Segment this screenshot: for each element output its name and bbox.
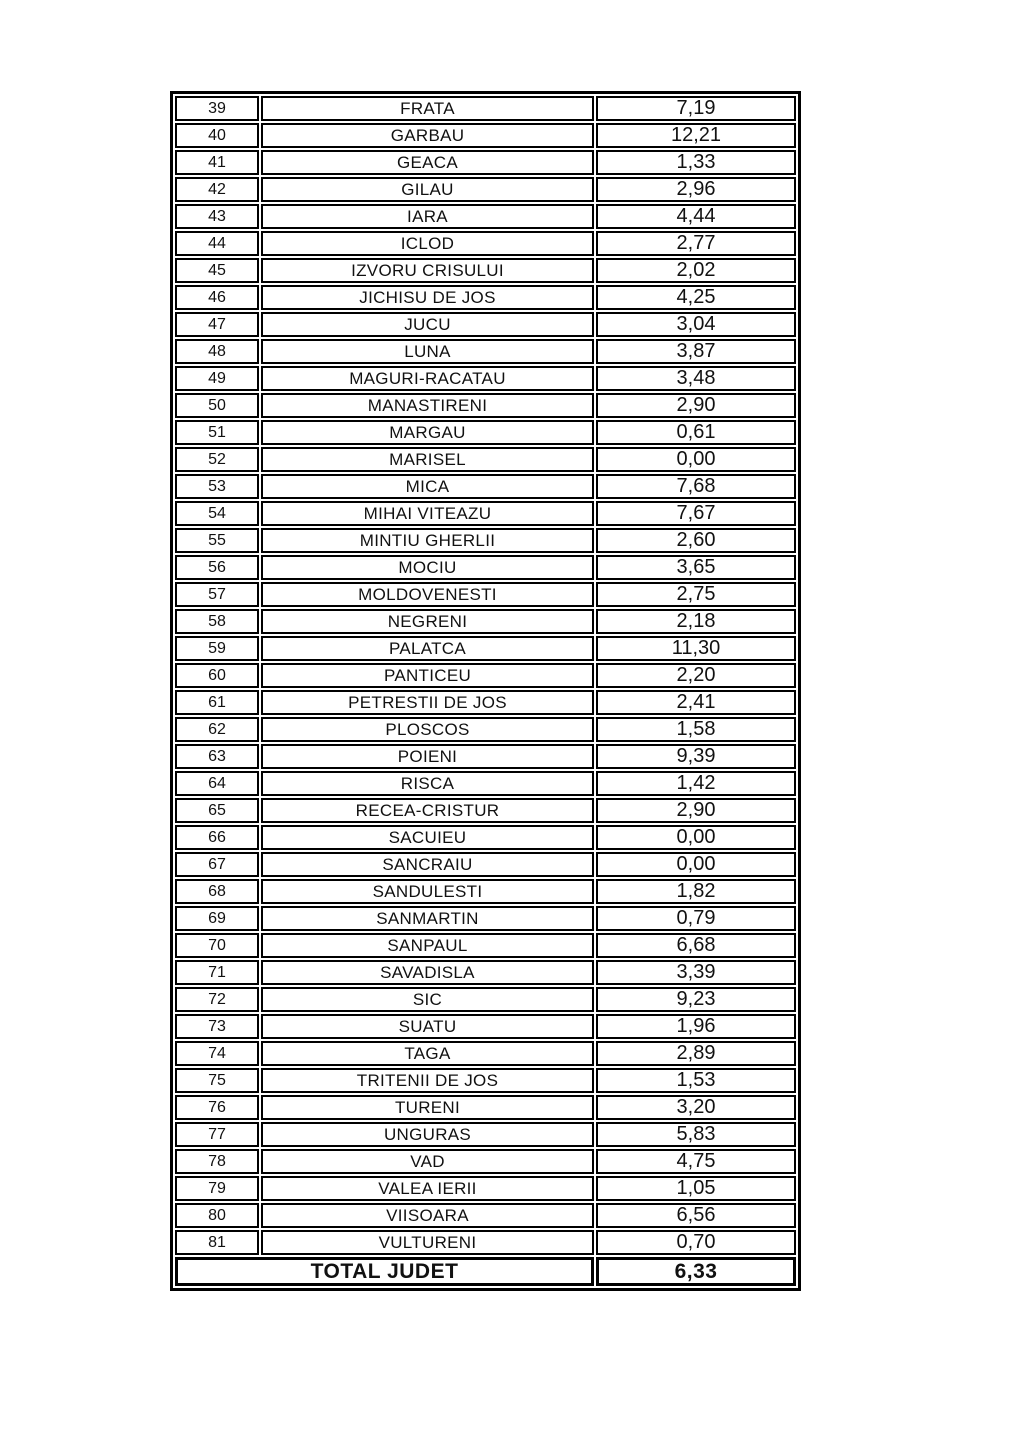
total-value-cell: 6,33 (596, 1257, 796, 1286)
table-body (175, 96, 796, 1286)
table-row (175, 798, 796, 823)
row-number-cell: 69 (175, 906, 259, 931)
table-row (175, 879, 796, 904)
table-row (175, 447, 796, 472)
table-row (175, 933, 796, 958)
locality-name-cell: GILAU (261, 177, 594, 202)
row-number-cell: 79 (175, 1176, 259, 1201)
row-number-cell: 78 (175, 1149, 259, 1174)
locality-name-cell: SANCRAIU (261, 852, 594, 877)
row-number-cell: 71 (175, 960, 259, 985)
row-number-cell: 39 (175, 96, 259, 121)
locality-name-cell: LUNA (261, 339, 594, 364)
row-number-cell: 42 (175, 177, 259, 202)
locality-name-cell: VULTURENI (261, 1230, 594, 1255)
table-row (175, 177, 796, 202)
value-cell: 0,00 (596, 825, 796, 850)
table-row (175, 744, 796, 769)
locality-name-cell: PETRESTII DE JOS (261, 690, 594, 715)
value-cell: 3,39 (596, 960, 796, 985)
table-row (175, 1176, 796, 1201)
table-row (175, 1014, 796, 1039)
value-cell: 0,00 (596, 447, 796, 472)
table-row (175, 987, 796, 1012)
value-cell: 6,68 (596, 933, 796, 958)
value-cell: 2,20 (596, 663, 796, 688)
value-cell: 1,82 (596, 879, 796, 904)
value-cell: 7,67 (596, 501, 796, 526)
value-cell: 1,33 (596, 150, 796, 175)
value-cell: 0,70 (596, 1230, 796, 1255)
row-number-cell: 81 (175, 1230, 259, 1255)
row-number-cell: 68 (175, 879, 259, 904)
value-cell: 2,90 (596, 798, 796, 823)
table-row (175, 771, 796, 796)
value-cell: 3,48 (596, 366, 796, 391)
row-number-cell: 62 (175, 717, 259, 742)
locality-name-cell: MINTIU GHERLII (261, 528, 594, 553)
table-row (175, 150, 796, 175)
table-row (175, 1149, 796, 1174)
row-number-cell: 50 (175, 393, 259, 418)
table-row (175, 312, 796, 337)
value-cell: 2,60 (596, 528, 796, 553)
locality-name-cell: MANASTIRENI (261, 393, 594, 418)
locality-name-cell: SIC (261, 987, 594, 1012)
table-row (175, 96, 796, 121)
value-cell: 2,96 (596, 177, 796, 202)
table-row (175, 285, 796, 310)
row-number-cell: 61 (175, 690, 259, 715)
row-number-cell: 76 (175, 1095, 259, 1120)
value-cell: 5,83 (596, 1122, 796, 1147)
locality-name-cell: RISCA (261, 771, 594, 796)
table-row (175, 420, 796, 445)
value-cell: 7,19 (596, 96, 796, 121)
locality-name-cell: MARISEL (261, 447, 594, 472)
table-row (175, 609, 796, 634)
value-cell: 2,77 (596, 231, 796, 256)
row-number-cell: 56 (175, 555, 259, 580)
value-cell: 12,21 (596, 123, 796, 148)
row-number-cell: 75 (175, 1068, 259, 1093)
locality-name-cell: SACUIEU (261, 825, 594, 850)
row-number-cell: 51 (175, 420, 259, 445)
row-number-cell: 67 (175, 852, 259, 877)
table-row (175, 1041, 796, 1066)
row-number-cell: 45 (175, 258, 259, 283)
table-row (175, 366, 796, 391)
locality-name-cell: VAD (261, 1149, 594, 1174)
table-row (175, 906, 796, 931)
table-row (175, 636, 796, 661)
locality-name-cell: JUCU (261, 312, 594, 337)
row-number-cell: 73 (175, 1014, 259, 1039)
value-cell: 4,44 (596, 204, 796, 229)
locality-name-cell: GARBAU (261, 123, 594, 148)
row-number-cell: 49 (175, 366, 259, 391)
value-cell: 1,53 (596, 1068, 796, 1093)
value-cell: 1,05 (596, 1176, 796, 1201)
locality-name-cell: IZVORU CRISULUI (261, 258, 594, 283)
table-row (175, 501, 796, 526)
table-row (175, 960, 796, 985)
locality-name-cell: VIISOARA (261, 1203, 594, 1228)
row-number-cell: 59 (175, 636, 259, 661)
table-row (175, 123, 796, 148)
row-number-cell: 53 (175, 474, 259, 499)
value-cell: 2,89 (596, 1041, 796, 1066)
table-row (175, 1203, 796, 1228)
table-row (175, 393, 796, 418)
value-cell: 2,02 (596, 258, 796, 283)
locality-name-cell: MIHAI VITEAZU (261, 501, 594, 526)
value-cell: 1,58 (596, 717, 796, 742)
value-cell: 1,96 (596, 1014, 796, 1039)
value-cell: 0,00 (596, 852, 796, 877)
row-number-cell: 52 (175, 447, 259, 472)
locality-name-cell: SANMARTIN (261, 906, 594, 931)
row-number-cell: 46 (175, 285, 259, 310)
row-number-cell: 70 (175, 933, 259, 958)
value-cell: 9,39 (596, 744, 796, 769)
value-cell: 11,30 (596, 636, 796, 661)
locality-name-cell: POIENI (261, 744, 594, 769)
table-row (175, 474, 796, 499)
locality-name-cell: PALATCA (261, 636, 594, 661)
locality-name-cell: GEACA (261, 150, 594, 175)
table-row (175, 555, 796, 580)
value-cell: 0,79 (596, 906, 796, 931)
table-row (175, 1095, 796, 1120)
row-number-cell: 66 (175, 825, 259, 850)
locality-name-cell: MOCIU (261, 555, 594, 580)
table-row (175, 663, 796, 688)
value-cell: 1,42 (596, 771, 796, 796)
total-row (175, 1257, 796, 1286)
table-row (175, 528, 796, 553)
locality-name-cell: SANPAUL (261, 933, 594, 958)
value-cell: 2,75 (596, 582, 796, 607)
locality-name-cell: UNGURAS (261, 1122, 594, 1147)
locality-name-cell: MOLDOVENESTI (261, 582, 594, 607)
table-row (175, 1068, 796, 1093)
value-cell: 4,75 (596, 1149, 796, 1174)
row-number-cell: 77 (175, 1122, 259, 1147)
row-number-cell: 58 (175, 609, 259, 634)
row-number-cell: 54 (175, 501, 259, 526)
row-number-cell: 74 (175, 1041, 259, 1066)
value-cell: 3,20 (596, 1095, 796, 1120)
value-cell: 6,56 (596, 1203, 796, 1228)
table-row (175, 231, 796, 256)
table-row (175, 204, 796, 229)
value-cell: 3,04 (596, 312, 796, 337)
table-row (175, 717, 796, 742)
locality-name-cell: ICLOD (261, 231, 594, 256)
row-number-cell: 41 (175, 150, 259, 175)
table-row (175, 582, 796, 607)
row-number-cell: 63 (175, 744, 259, 769)
locality-name-cell: SAVADISLA (261, 960, 594, 985)
row-number-cell: 72 (175, 987, 259, 1012)
table-row (175, 825, 796, 850)
locality-name-cell: PLOSCOS (261, 717, 594, 742)
value-cell: 9,23 (596, 987, 796, 1012)
value-cell: 7,68 (596, 474, 796, 499)
row-number-cell: 48 (175, 339, 259, 364)
value-cell: 0,61 (596, 420, 796, 445)
locality-name-cell: MARGAU (261, 420, 594, 445)
row-number-cell: 43 (175, 204, 259, 229)
locality-name-cell: SUATU (261, 1014, 594, 1039)
row-number-cell: 60 (175, 663, 259, 688)
row-number-cell: 44 (175, 231, 259, 256)
table-row (175, 852, 796, 877)
row-number-cell: 40 (175, 123, 259, 148)
locality-name-cell: RECEA-CRISTUR (261, 798, 594, 823)
value-cell: 4,25 (596, 285, 796, 310)
locality-name-cell: NEGRENI (261, 609, 594, 634)
row-number-cell: 64 (175, 771, 259, 796)
table-row (175, 690, 796, 715)
locality-name-cell: TAGA (261, 1041, 594, 1066)
locality-name-cell: TRITENII DE JOS (261, 1068, 594, 1093)
value-cell: 3,65 (596, 555, 796, 580)
locality-name-cell: IARA (261, 204, 594, 229)
table-row (175, 1122, 796, 1147)
value-cell: 2,18 (596, 609, 796, 634)
locality-name-cell: VALEA IERII (261, 1176, 594, 1201)
row-number-cell: 65 (175, 798, 259, 823)
total-label-cell: TOTAL JUDET (175, 1257, 594, 1286)
row-number-cell: 55 (175, 528, 259, 553)
value-cell: 3,87 (596, 339, 796, 364)
locality-values-table (170, 91, 801, 1291)
locality-name-cell: MICA (261, 474, 594, 499)
table-row (175, 339, 796, 364)
locality-name-cell: PANTICEU (261, 663, 594, 688)
value-cell: 2,90 (596, 393, 796, 418)
locality-name-cell: FRATA (261, 96, 594, 121)
locality-name-cell: SANDULESTI (261, 879, 594, 904)
row-number-cell: 57 (175, 582, 259, 607)
row-number-cell: 47 (175, 312, 259, 337)
locality-name-cell: TURENI (261, 1095, 594, 1120)
locality-name-cell: MAGURI-RACATAU (261, 366, 594, 391)
row-number-cell: 80 (175, 1203, 259, 1228)
locality-name-cell: JICHISU DE JOS (261, 285, 594, 310)
table-row (175, 1230, 796, 1255)
table-row (175, 258, 796, 283)
value-cell: 2,41 (596, 690, 796, 715)
